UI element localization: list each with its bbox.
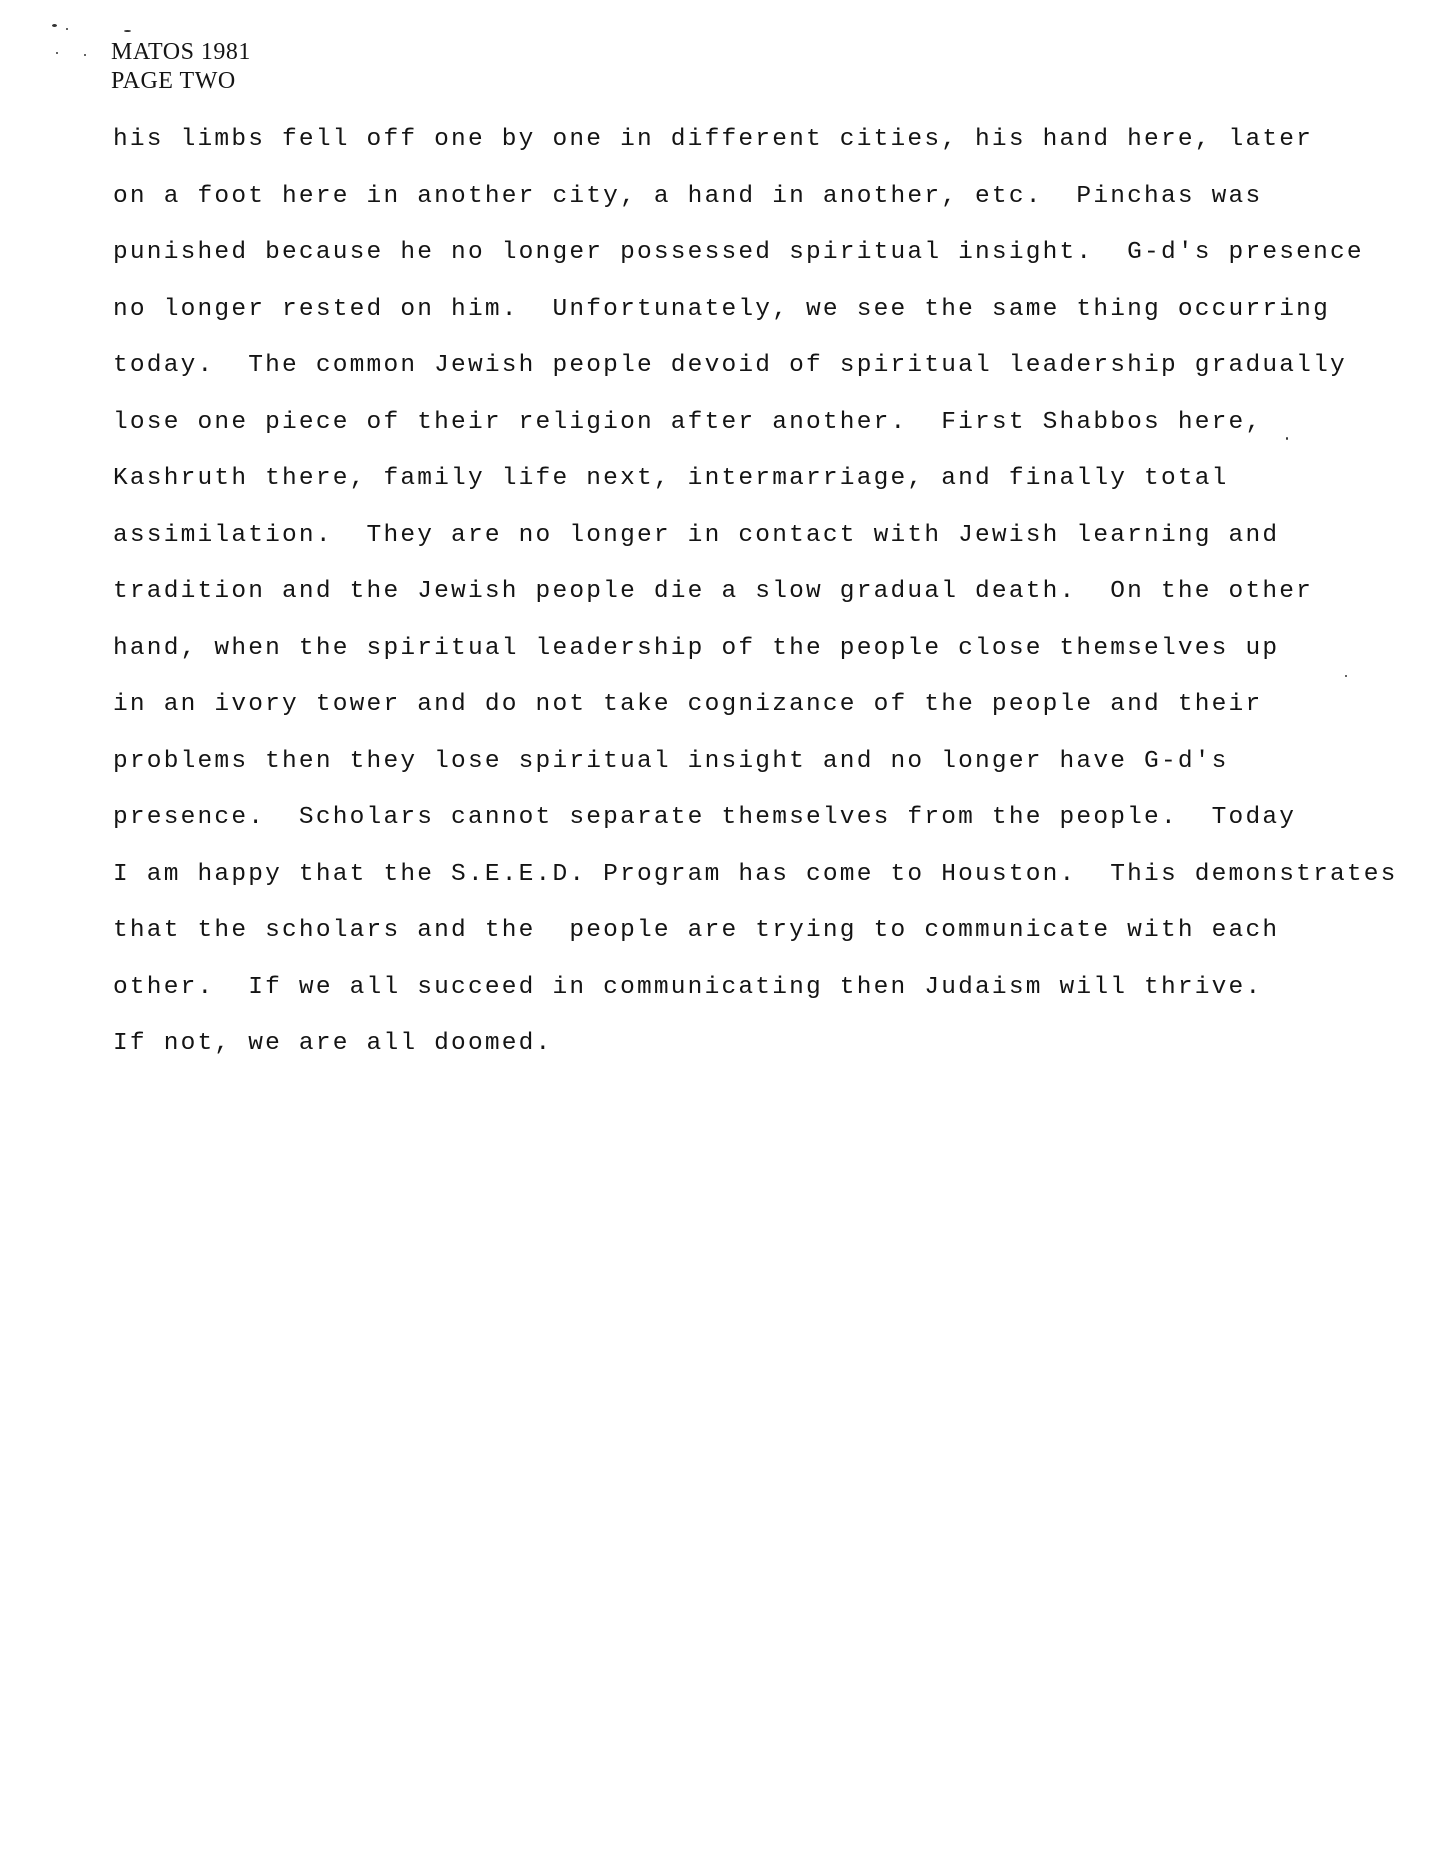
text-line: Kashruth there, family life next, intermarriage, and finally total bbox=[113, 465, 1229, 492]
header-page-number: PAGE TWO bbox=[111, 68, 236, 94]
text-line: in an ivory tower and do not take cognizance of the people and their bbox=[113, 691, 1263, 718]
text-line: today. The common Jewish people devoid of spiritual leadership gradually bbox=[113, 352, 1347, 379]
text-line: that the scholars and the people are trying to communicate with each bbox=[113, 917, 1280, 944]
text-line: assimilation. They are no longer in contact with Jewish learning and bbox=[113, 521, 1280, 549]
text-line: his limbs fell off one by one in different cities, his hand here, later bbox=[113, 126, 1314, 153]
body-paragraph bbox=[113, 112, 1398, 1073]
text-line: problems then they lose spiritual insight and no longer have G-d's bbox=[113, 747, 1229, 775]
text-line: I am happy that the S.E.E.D. Program has come to Houston. This demonstrates bbox=[113, 860, 1398, 888]
header-title: MATOS 1981 bbox=[111, 39, 251, 65]
text-line: hand, when the spiritual leadership of the people close themselves up bbox=[113, 634, 1280, 662]
text-line: lose one piece of their religion after another. First Shabbos here, bbox=[113, 408, 1263, 436]
scan-speck bbox=[52, 24, 57, 27]
scan-speck bbox=[56, 52, 58, 54]
scan-speck bbox=[84, 54, 86, 56]
scan-speck bbox=[66, 28, 68, 30]
text-line: tradition and the Jewish people die a slow gradual death. On the other bbox=[113, 578, 1314, 605]
text-line: on a foot here in another city, a hand in another, etc. Pinchas was bbox=[113, 182, 1263, 210]
text-line: other. If we all succeed in communicating then Judaism will thrive. bbox=[113, 973, 1263, 1001]
text-line: no longer rested on him. Unfortunately, we see the same thing occurring bbox=[113, 295, 1330, 323]
text-line: If not, we are all doomed. bbox=[113, 1030, 553, 1057]
text-line: presence. Scholars cannot separate themselves from the people. Today bbox=[113, 804, 1297, 831]
text-line: punished because he no longer possessed spiritual insight. G-d's presence bbox=[113, 239, 1364, 266]
scan-speck bbox=[124, 30, 131, 32]
page-header bbox=[111, 38, 251, 96]
